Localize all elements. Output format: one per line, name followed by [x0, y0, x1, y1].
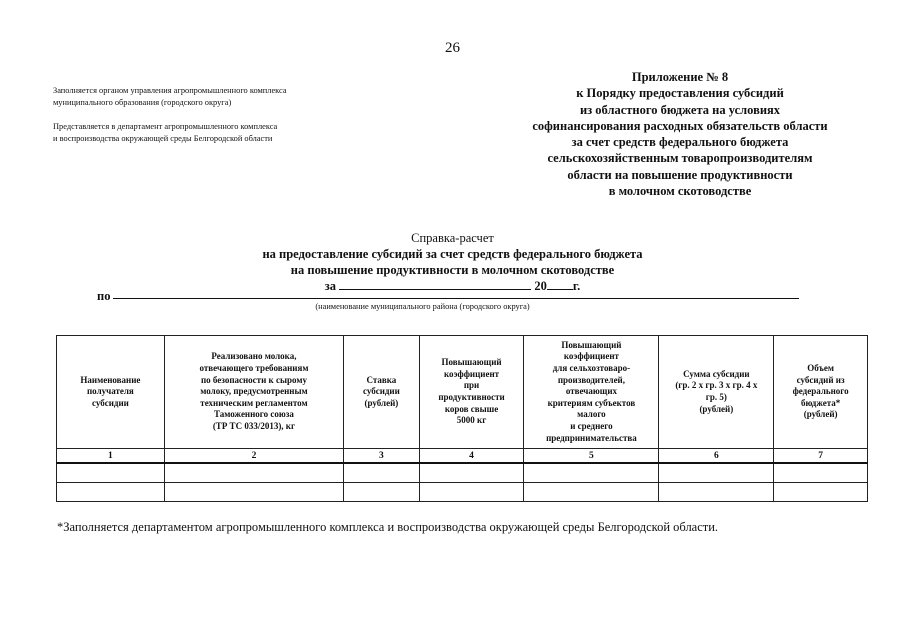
header-line: при — [463, 380, 480, 391]
submit-note-line: и воспроизводства окружающей среды Белгородской области — [53, 133, 273, 143]
table-row — [57, 483, 868, 502]
header-line: Сумма субсидии — [683, 368, 750, 379]
title-line: на предоставление субсидий за счет средств федерального бюджета — [262, 247, 643, 261]
header-line: Объем — [807, 363, 834, 374]
header-line: критериям субъектов — [547, 397, 636, 408]
table-cell[interactable] — [57, 463, 165, 483]
header-line: малого — [577, 409, 606, 420]
header-line: Таможенного союза — [213, 409, 294, 420]
title-line: Справка-расчет — [411, 231, 494, 245]
title-line: на повышение продуктивности в молочном скотоводстве — [290, 263, 615, 277]
year-prefix: 20 — [534, 279, 547, 293]
fill-note-line: Заполняется органом управления агропромышленного комплекса — [53, 86, 287, 95]
annex-line: из областного бюджета на условиях — [579, 102, 781, 117]
fill-note-line: муниципального образования (городского округа) — [53, 97, 232, 107]
submit-note — [53, 121, 277, 144]
header-line: 5000 кг — [456, 415, 487, 426]
calculation-table — [56, 335, 868, 502]
period-blank[interactable] — [339, 278, 531, 290]
table-cell[interactable] — [419, 463, 524, 483]
document-title — [0, 230, 905, 294]
header-line: (рублей) — [364, 397, 399, 408]
fill-note — [53, 85, 287, 108]
header-line: Наименование — [80, 374, 141, 385]
period-line — [0, 278, 905, 294]
page-number: 26 — [445, 40, 460, 56]
header-line: отвечающего требованиям — [199, 363, 309, 374]
column-number: 2 — [164, 449, 343, 464]
column-number: 5 — [524, 449, 659, 464]
header-line: Ставка — [366, 374, 397, 385]
column-header-federal-volume — [774, 336, 868, 449]
table-header-row — [57, 336, 868, 449]
header-line: федерального — [792, 386, 849, 397]
header-line: Повышающий — [561, 339, 622, 350]
column-number: 6 — [659, 449, 774, 464]
annex-line: софинансирования расходных обязательств области — [532, 118, 828, 133]
header-line: коров свыше — [444, 403, 499, 414]
column-header-rate — [344, 336, 420, 449]
header-line: (рублей) — [803, 409, 838, 420]
annex-line: в молочном скотоводстве — [608, 184, 752, 199]
annex-line: за счет средств федерального бюджета — [571, 135, 789, 150]
annex-line: сельскохозяйственным товаропроизводителям — [547, 151, 813, 166]
table-cell[interactable] — [164, 463, 343, 483]
header-line: получателя — [87, 386, 134, 397]
table-cell[interactable] — [344, 483, 420, 502]
header-line: Повышающий — [441, 357, 502, 368]
table-cell[interactable] — [659, 483, 774, 502]
year-suffix: г. — [572, 279, 581, 293]
column-header-recipient — [57, 336, 165, 449]
table-cell[interactable] — [164, 483, 343, 502]
header-line: (рублей) — [699, 403, 734, 414]
annex-line: Приложение № 8 — [631, 70, 729, 84]
header-line: (ТР ТС 033/2013), кг — [212, 420, 296, 431]
column-header-productivity-coefficient — [419, 336, 524, 449]
column-number: 3 — [344, 449, 420, 464]
district-label: по — [97, 289, 111, 303]
district-caption: (наименование муниципального района (городского округа) — [315, 302, 530, 311]
column-number-row — [57, 449, 868, 464]
header-line: молоку, предусмотренным — [200, 386, 308, 397]
column-number: 7 — [774, 449, 868, 464]
header-line: продуктивности — [438, 392, 505, 402]
annex-line: области на повышение продуктивности — [567, 167, 793, 182]
year-blank[interactable] — [547, 278, 573, 290]
table-cell[interactable] — [774, 483, 868, 502]
header-line: предпринимательства — [546, 432, 637, 443]
header-line: техническим регламентом — [200, 397, 308, 408]
annex-line: к Порядку предоставления субсидий — [576, 86, 784, 101]
period-prefix: за — [324, 279, 337, 293]
table-cell[interactable] — [419, 483, 524, 502]
table-cell[interactable] — [774, 463, 868, 483]
table-cell[interactable] — [659, 463, 774, 483]
header-line: субсидий из — [796, 374, 845, 385]
header-line: производителей, — [557, 374, 625, 385]
table-row — [57, 463, 868, 483]
column-header-milk-sold — [164, 336, 343, 449]
header-line: гр. 5) — [705, 392, 727, 402]
header-line: (гр. 2 х гр. 3 х гр. 4 х — [675, 380, 758, 391]
column-header-subsidy-sum — [659, 336, 774, 449]
annex-header — [520, 69, 840, 199]
header-line: коэффициент — [443, 368, 500, 379]
header-line: коэффициент — [563, 351, 619, 362]
header-line: и среднего — [570, 420, 613, 431]
header-line: Реализовано молока, — [211, 351, 297, 362]
column-number: 4 — [419, 449, 524, 464]
district-blank[interactable] — [113, 298, 799, 299]
header-line: бюджета* — [800, 397, 841, 408]
table-cell[interactable] — [524, 463, 659, 483]
submit-note-line: Представляется в департамент агропромышленного комплекса — [53, 122, 278, 131]
column-header-sme-coefficient — [524, 336, 659, 449]
header-line: субсидии — [91, 397, 129, 408]
footnote: *Заполняется департаментом агропромышленного комплекса и воспроизводства окружающей среды Белгородской области. — [57, 520, 719, 534]
header-line: по безопасности к сырому — [200, 374, 307, 385]
table-cell[interactable] — [524, 483, 659, 502]
table-cell[interactable] — [344, 463, 420, 483]
header-line: отвечающих — [565, 386, 617, 397]
header-line: субсидии — [362, 386, 400, 397]
table-cell[interactable] — [57, 483, 165, 502]
column-number: 1 — [57, 449, 165, 464]
header-line: для сельхозтоваро- — [552, 363, 631, 374]
